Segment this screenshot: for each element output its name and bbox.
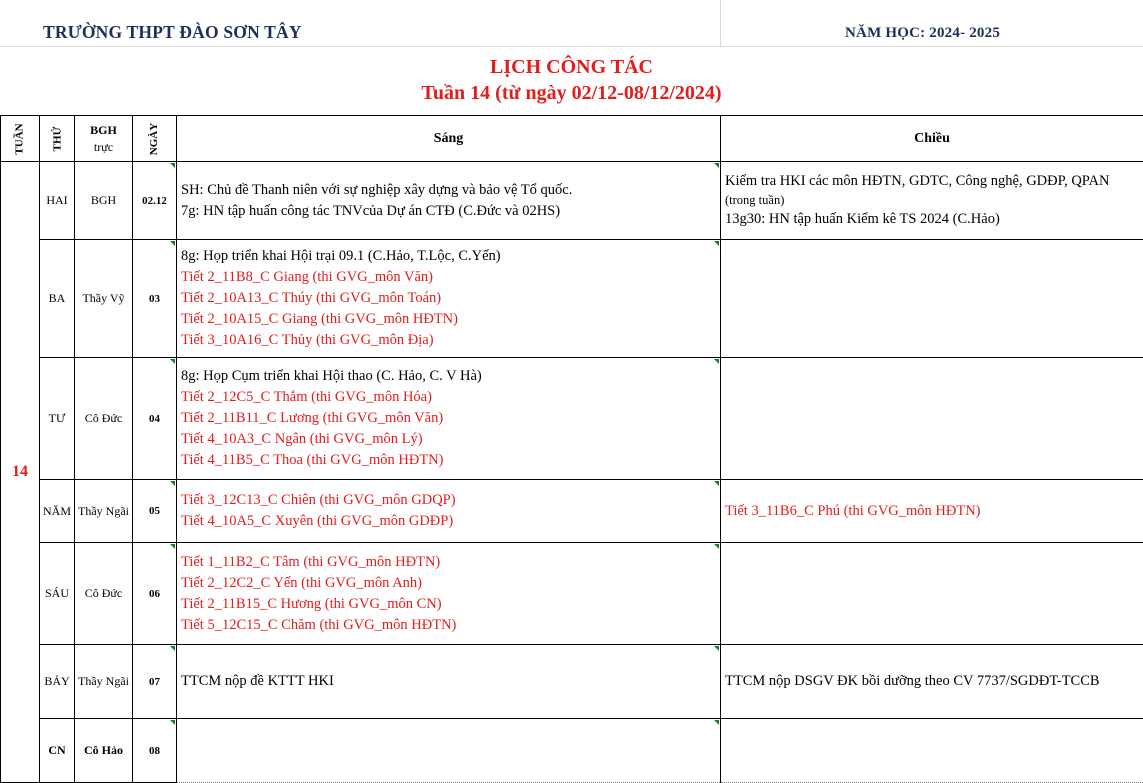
col-header-bgh-line2: trực	[75, 139, 132, 156]
chieu-entry: (trong tuần)	[725, 191, 1139, 210]
chieu-cell[interactable]	[721, 480, 1143, 543]
col-header-ngay[interactable]: NGÀY	[133, 116, 177, 162]
chieu-cell[interactable]	[721, 645, 1143, 719]
page-subtitle: Tuần 14 (từ ngày 02/12-08/12/2024)	[0, 82, 1143, 105]
sheet-gridline-vertical	[720, 0, 721, 46]
day-cell[interactable]: BA	[40, 240, 75, 358]
sang-cell[interactable]	[177, 358, 721, 480]
duty-cell[interactable]: Thầy Vỹ	[75, 240, 133, 358]
duty-cell[interactable]: Thầy Ngãi	[75, 645, 133, 719]
sang-entry: Tiết 5_12C15_C Chăm (thi GVG_môn HĐTN)	[181, 615, 716, 636]
chieu-cell[interactable]	[721, 162, 1143, 240]
chieu-entry: Kiểm tra HKI các môn HĐTN, GDTC, Công nghệ, GDĐP, QPAN	[725, 172, 1139, 191]
school-name: TRƯỜNG THPT ĐÀO SƠN TÂY	[43, 22, 302, 43]
sang-cell[interactable]	[177, 645, 721, 719]
col-header-tuan[interactable]: TUẦN	[1, 116, 40, 162]
day-cell[interactable]: HAI	[40, 162, 75, 240]
chieu-cell[interactable]	[721, 240, 1143, 358]
duty-cell[interactable]: Thầy Ngãi	[75, 480, 133, 543]
schedule-row	[1, 162, 1143, 240]
sang-entry: Tiết 2_12C2_C Yến (thi GVG_môn Anh)	[181, 573, 716, 594]
sang-entry: Tiết 2_10A15_C Giang (thi GVG_môn HĐTN)	[181, 309, 716, 330]
date-cell[interactable]: 06	[133, 543, 177, 645]
schedule-row	[1, 358, 1143, 480]
sang-cell[interactable]	[177, 543, 721, 645]
col-header-chieu[interactable]: Chiều	[721, 116, 1143, 162]
date-cell[interactable]: 03	[133, 240, 177, 358]
sang-entry: Tiết 2_10A13_C Thúy (thi GVG_môn Toán)	[181, 288, 716, 309]
sang-cell[interactable]	[177, 719, 721, 783]
sang-entry: SH: Chủ đề Thanh niên với sự nghiệp xây dựng và bảo vệ Tổ quốc.	[181, 180, 716, 201]
sang-cell[interactable]	[177, 240, 721, 358]
duty-cell[interactable]: BGH	[75, 162, 133, 240]
sang-cell[interactable]	[177, 162, 721, 240]
sang-entry: Tiết 2_11B11_C Lương (thi GVG_môn Văn)	[181, 408, 716, 429]
schedule-row	[1, 645, 1143, 719]
sang-entry: 8g: Họp triển khai Hội trại 09.1 (C.Hảo, T.Lộc, C.Yến)	[181, 246, 716, 267]
sang-entry: TTCM nộp đề KTTT HKI	[181, 671, 716, 692]
page-title: LỊCH CÔNG TÁC	[0, 56, 1143, 79]
date-cell[interactable]: 02.12	[133, 162, 177, 240]
sang-entry: Tiết 4_11B5_C Thoa (thi GVG_môn HĐTN)	[181, 450, 716, 471]
day-cell[interactable]: TƯ	[40, 358, 75, 480]
chieu-entry: Tiết 3_11B6_C Phú (thi GVG_môn HĐTN)	[725, 501, 1139, 522]
day-cell[interactable]: NĂM	[40, 480, 75, 543]
sang-entry: Tiết 3_10A16_C Thủy (thi GVG_môn Địa)	[181, 330, 716, 351]
day-cell[interactable]: BẢY	[40, 645, 75, 719]
sang-entry: Tiết 4_10A3_C Ngân (thi GVG_môn Lý)	[181, 429, 716, 450]
sang-entry: 8g: Họp Cụm triển khai Hội thao (C. Hảo, C. V Hà)	[181, 366, 716, 387]
header-row	[1, 116, 1143, 162]
col-header-bgh[interactable]	[75, 116, 133, 162]
sang-entry: Tiết 3_12C13_C Chiên (thi GVG_môn GDQP)	[181, 490, 716, 511]
col-header-bgh-line1: BGH	[75, 122, 132, 139]
duty-cell[interactable]: Cô Đức	[75, 358, 133, 480]
school-year: NĂM HỌC: 2024- 2025	[845, 25, 1000, 42]
duty-cell[interactable]: Cô Đức	[75, 543, 133, 645]
col-header-sang[interactable]: Sáng	[177, 116, 721, 162]
sang-entry: Tiết 2_11B15_C Hương (thi GVG_môn CN)	[181, 594, 716, 615]
schedule-row	[1, 543, 1143, 645]
date-cell[interactable]: 07	[133, 645, 177, 719]
schedule-row	[1, 240, 1143, 358]
schedule-table	[0, 115, 1143, 783]
sang-entry: Tiết 4_10A5_C Xuyên (thi GVG_môn GDĐP)	[181, 511, 716, 532]
chieu-cell[interactable]	[721, 358, 1143, 480]
date-cell[interactable]: 08	[133, 719, 177, 783]
date-cell[interactable]: 04	[133, 358, 177, 480]
chieu-entry: TTCM nộp DSGV ĐK bồi dưỡng theo CV 7737/SGDĐT-TCCB	[725, 671, 1139, 692]
day-cell[interactable]: SÁU	[40, 543, 75, 645]
col-header-thu[interactable]: THỨ	[40, 116, 75, 162]
sang-entry: 7g: HN tập huấn công tác TNVcủa Dự án CTĐ (C.Đức và 02HS)	[181, 201, 716, 222]
week-number-cell[interactable]: 14	[1, 162, 40, 783]
chieu-cell[interactable]	[721, 719, 1143, 783]
duty-cell[interactable]: Cô Hảo	[75, 719, 133, 783]
sang-entry: Tiết 1_11B2_C Tâm (thi GVG_môn HĐTN)	[181, 552, 716, 573]
chieu-entry: 13g30: HN tập huấn Kiểm kê TS 2024 (C.Hảo)	[725, 210, 1139, 229]
schedule-row	[1, 719, 1143, 783]
sang-cell[interactable]	[177, 480, 721, 543]
sang-entry: Tiết 2_11B8_C Giang (thi GVG_môn Văn)	[181, 267, 716, 288]
schedule-row	[1, 480, 1143, 543]
day-cell[interactable]: CN	[40, 719, 75, 783]
date-cell[interactable]: 05	[133, 480, 177, 543]
sang-entry: Tiết 2_12C5_C Thắm (thi GVG_môn Hóa)	[181, 387, 716, 408]
sheet-gridline	[0, 46, 1143, 47]
chieu-cell[interactable]	[721, 543, 1143, 645]
